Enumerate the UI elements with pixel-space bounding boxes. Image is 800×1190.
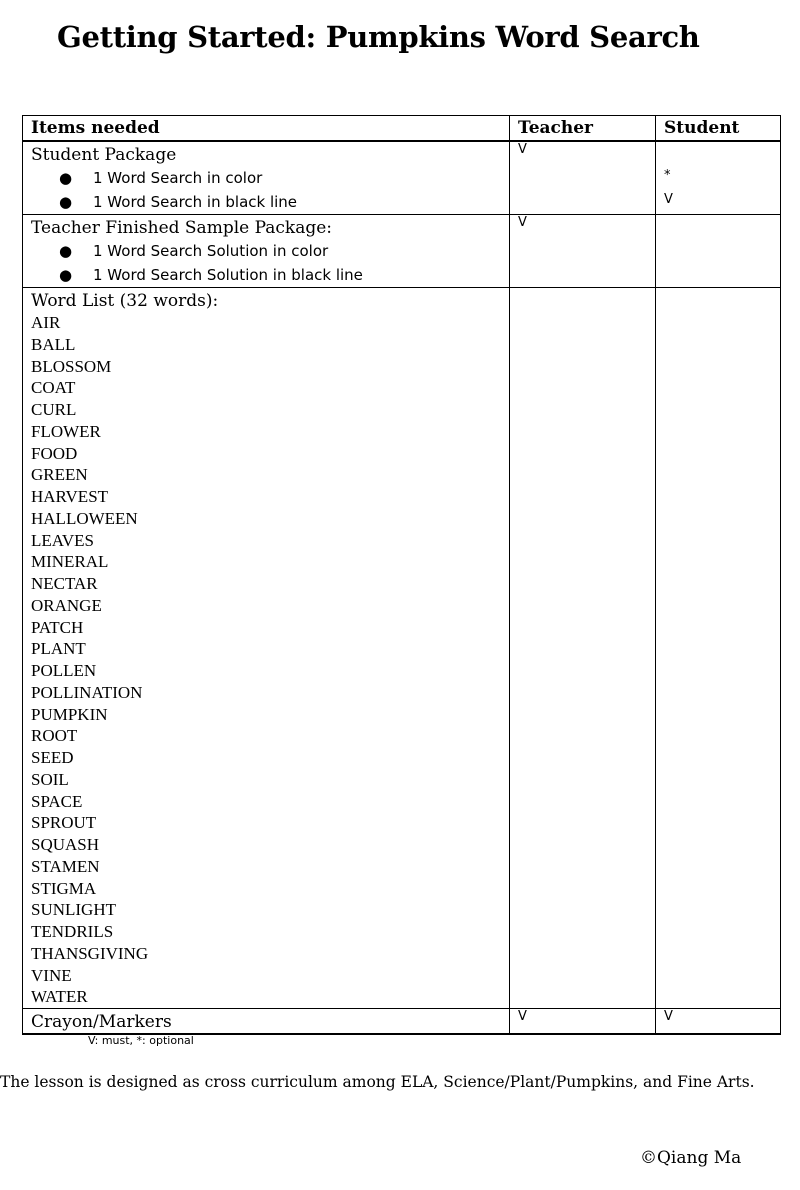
word-item: PATCH bbox=[31, 617, 84, 637]
student-mark: V bbox=[664, 1009, 673, 1024]
word-item: BLOSSOM bbox=[31, 356, 112, 376]
word-item: LEAVES bbox=[31, 530, 94, 550]
student-mark: * bbox=[664, 168, 671, 183]
word-list-row bbox=[23, 288, 781, 1009]
crayons-row bbox=[23, 1009, 781, 1035]
word-item: ROOT bbox=[31, 726, 78, 746]
word-item: POLLEN bbox=[31, 661, 97, 680]
word-item: SPROUT bbox=[31, 813, 97, 833]
word-item: GREEN bbox=[31, 465, 88, 485]
bullet-icon: ● bbox=[59, 266, 73, 284]
word-item: NECTAR bbox=[31, 574, 98, 593]
word-item: POLLINATION bbox=[31, 682, 143, 702]
copyright: ©Qiang Ma bbox=[640, 1148, 742, 1168]
student-package-title: Student Package bbox=[31, 145, 177, 165]
student-package-row bbox=[23, 141, 781, 215]
word-item: FLOWER bbox=[31, 421, 101, 441]
teacher-mark: V bbox=[518, 142, 527, 157]
lesson-note: The lesson is designed as cross curriculum among ELA, Science/Plant/Pumpkins, and Fine Arts. bbox=[0, 1073, 755, 1091]
word-item: TENDRILS bbox=[31, 922, 114, 941]
header-student: Student bbox=[656, 116, 781, 142]
word-item: PLANT bbox=[31, 639, 86, 659]
word-item: SUNLIGHT bbox=[31, 900, 116, 920]
word-item: VINE bbox=[31, 965, 72, 985]
table-header-row bbox=[23, 116, 781, 142]
teacher-mark: V bbox=[518, 1009, 527, 1024]
word-item: ORANGE bbox=[31, 595, 102, 615]
bullet-icon: ● bbox=[59, 169, 73, 187]
word-item: SQUASH bbox=[31, 835, 100, 854]
items-table bbox=[22, 115, 781, 1035]
teacher-mark: V bbox=[518, 215, 527, 230]
word-item: AIR bbox=[31, 313, 61, 332]
header-teacher: Teacher bbox=[510, 116, 656, 142]
word-item: SPACE bbox=[31, 791, 83, 811]
legend: V: must, *: optional bbox=[88, 1034, 194, 1047]
list-item: ● 1 Word Search in color bbox=[23, 166, 509, 190]
word-item: WATER bbox=[31, 987, 88, 1007]
word-item: THANSGIVING bbox=[31, 943, 149, 963]
list-item: ● 1 Word Search in black line bbox=[23, 190, 509, 214]
header-items-needed: Items needed bbox=[23, 116, 510, 142]
word-item: SEED bbox=[31, 748, 74, 767]
word-item: COAT bbox=[31, 378, 76, 398]
word-item: HARVEST bbox=[31, 487, 109, 506]
word-item: BALL bbox=[31, 334, 76, 354]
word-item: SOIL bbox=[31, 769, 69, 789]
word-item: PUMPKIN bbox=[31, 704, 108, 724]
word-item: FOOD bbox=[31, 443, 78, 463]
word-item: STIGMA bbox=[31, 878, 97, 898]
word-list-title: Word List (32 words): bbox=[31, 291, 219, 311]
word-item: CURL bbox=[31, 400, 77, 419]
page-title: Getting Started: Pumpkins Word Search bbox=[57, 20, 700, 54]
word-item: STAMEN bbox=[31, 856, 100, 876]
student-mark: V bbox=[664, 192, 673, 207]
teacher-package-row bbox=[23, 215, 781, 288]
teacher-package-title: Teacher Finished Sample Package: bbox=[31, 218, 333, 238]
bullet-icon: ● bbox=[59, 242, 73, 260]
list-item: ● 1 Word Search Solution in color bbox=[23, 239, 509, 263]
word-item: HALLOWEEN bbox=[31, 508, 138, 528]
word-item: MINERAL bbox=[31, 552, 109, 572]
word-list bbox=[23, 312, 509, 1008]
bullet-icon: ● bbox=[59, 193, 73, 211]
crayons-label: Crayon/Markers bbox=[31, 1012, 172, 1032]
list-item: ● 1 Word Search Solution in black line bbox=[23, 263, 509, 287]
